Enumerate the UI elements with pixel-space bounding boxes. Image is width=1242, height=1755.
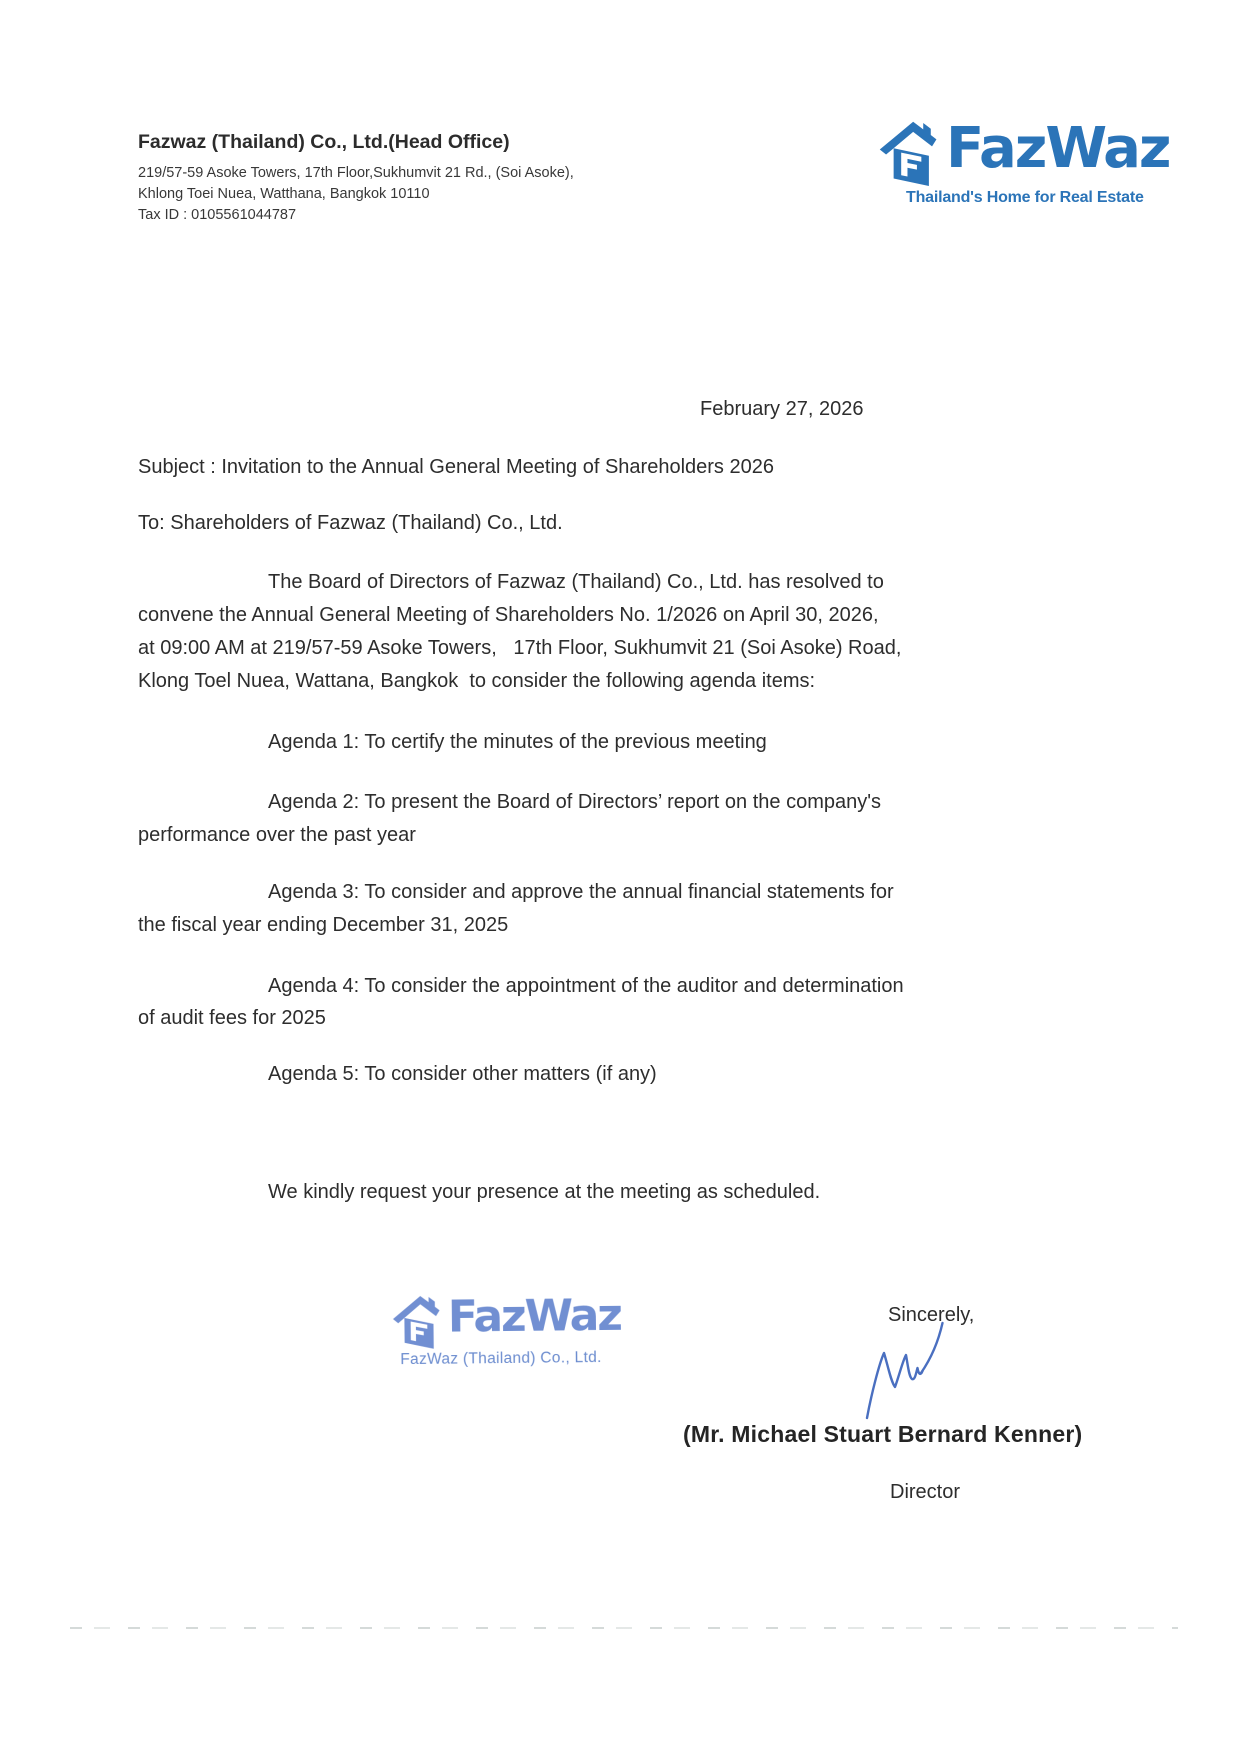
fazwaz-logo [878,118,1208,207]
company-address-line2: Khlong Toei Nuea, Watthana, Bangkok 10110 [138,186,430,202]
agenda-item-4-wrap: of audit fees for 2025 [138,1007,326,1029]
stamp-house-icon [392,1293,445,1350]
signer-title: Director [890,1481,961,1503]
scan-artifact-line [70,1627,1178,1629]
signer-name: (Mr. Michael Stuart Bernard Kenner) [683,1421,1083,1447]
agenda-item-3-wrap: the fiscal year ending December 31, 2025 [138,914,509,936]
agenda-item-4: Agenda 4: To consider the appointment of the auditor and determination [268,975,904,997]
company-stamp [392,1291,622,1369]
agenda-item-2-wrap: performance over the past year [138,824,416,846]
salutation: Sincerely, [888,1304,975,1326]
subject-line: Subject : Invitation to the Annual General Meeting of Shareholders 2026 [138,456,774,478]
fazwaz-brand-text: FazWaz [946,116,1170,181]
letter-date: February 27, 2026 [700,398,864,420]
company-name: Fazwaz (Thailand) Co., Ltd.(Head Office) [138,131,510,153]
agenda-item-2: Agenda 2: To present the Board of Directors’ report on the company's [268,791,882,813]
agenda-item-1: Agenda 1: To certify the minutes of the previous meeting [268,731,767,753]
agenda-item-5: Agenda 5: To consider other matters (if any) [268,1063,657,1085]
company-tax-id: Tax ID : 0105561044787 [138,207,297,223]
body-paragraph-line-4: Klong Toel Nuea, Wattana, Bangkok to consider the following agenda items: [138,670,816,692]
closing-line: We kindly request your presence at the meeting as scheduled. [268,1181,821,1203]
body-paragraph-line-3: at 09:00 AM at 219/57-59 Asoke Towers, 17th Floor, Sukhumvit 21 (Soi Asoke) Road, [138,637,902,659]
handwritten-signature [855,1316,965,1421]
fazwaz-house-icon [878,118,942,186]
fazwaz-tagline: Thailand's Home for Real Estate [906,189,1144,206]
stamp-company-text: FazWaz (Thailand) Co., Ltd. [400,1349,602,1369]
agenda-item-3: Agenda 3: To consider and approve the annual financial statements for [268,881,894,903]
company-stamp-row [392,1291,622,1349]
fazwaz-logo-row [878,118,1208,186]
body-paragraph-line-2: convene the Annual General Meeting of Shareholders No. 1/2026 on April 30, 2026, [138,604,879,626]
to-line: To: Shareholders of Fazwaz (Thailand) Co., Ltd. [138,512,563,534]
company-address-line1: 219/57-59 Asoke Towers, 17th Floor,Sukhumvit 21 Rd., (Soi Asoke), [138,165,574,181]
stamp-brand-text: FazWaz [447,1289,622,1343]
body-paragraph-line-1: The Board of Directors of Fazwaz (Thailand) Co., Ltd. has resolved to [268,571,884,593]
